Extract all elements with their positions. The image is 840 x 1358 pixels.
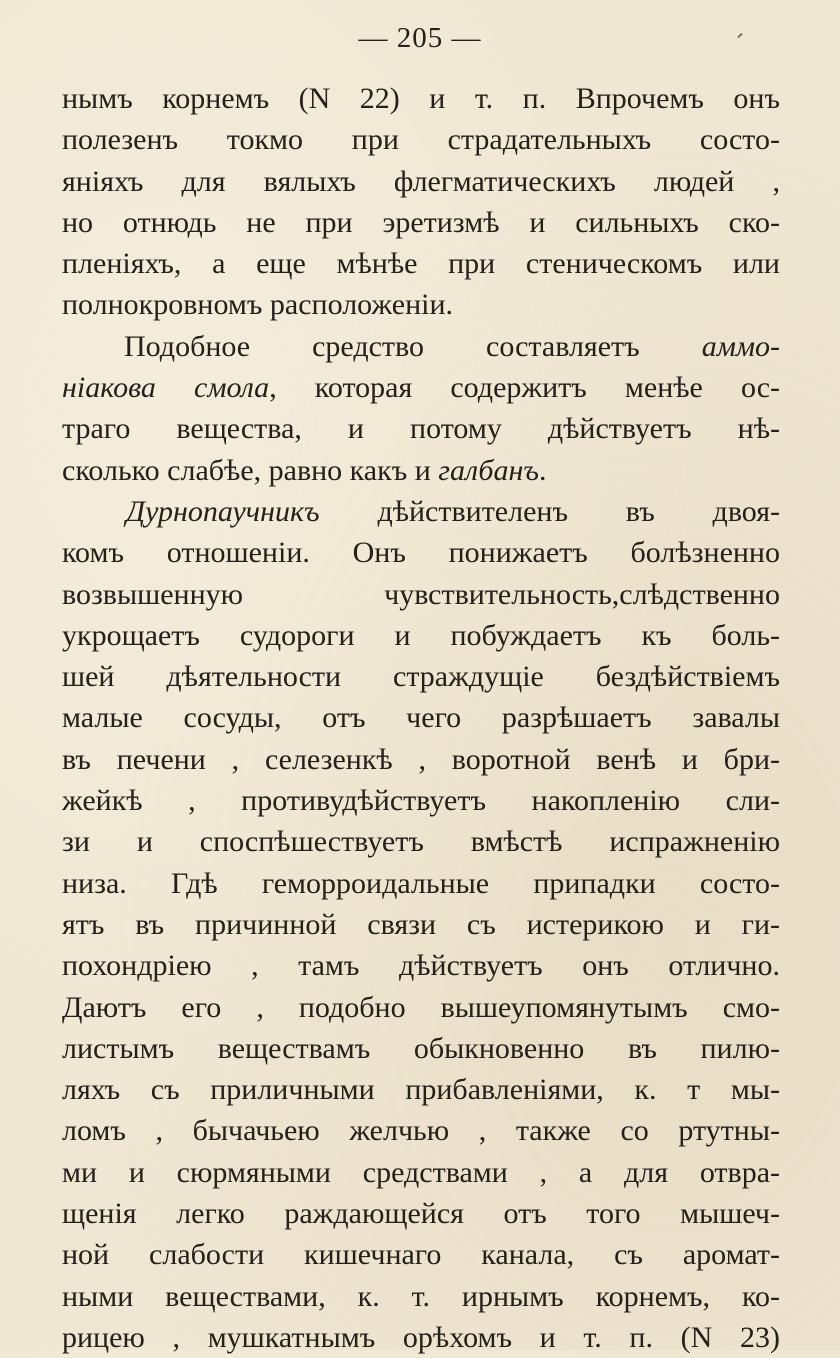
text-line [62,1193,780,1234]
line-text: зи и споспѣшествуетъ вмѣстѣ испражненію [62,825,780,859]
line-text: низа. Гдѣ геморроидальные припадки состо- [62,866,780,900]
line-text: малые сосуды, отъ чего разрѣшаетъ завалы [62,701,780,735]
text-line [62,739,780,780]
text-line [62,119,780,160]
text-line [62,367,780,408]
text-line [62,1234,780,1275]
line-text: ятъ въ причинной связи съ истерикою и ги- [62,907,780,941]
line-text: укрощаетъ судороги и побуждаетъ къ боль- [62,618,780,652]
line-text: ной слабости кишечнаго канала, съ аромат- [62,1238,780,1272]
line-text: шей дѣятельности страждущіе бездѣйствіемъ [62,660,780,694]
line-text: Даютъ его , подобно вышеупомянутымъ смо- [62,990,780,1024]
line-text: въ печени , селезенкѣ , воротной венѣ и бри- [62,742,780,776]
line-text: листымъ веществамъ обыкновенно въ пилю- [62,1031,780,1065]
line-text: но отнюдь не при эретизмѣ и сильныхъ ско- [62,205,780,239]
text-line [62,945,780,986]
text-line [62,450,780,491]
line-text: ломъ , бычачьею желчью , также со ртутны- [62,1114,780,1148]
text-line [62,243,780,284]
line-text: , которая содержитъ менѣе ос- [269,371,780,405]
line-text: возвышенную чувствительность,слѣдственно [62,577,780,611]
line-text: ляхъ съ приличными прибавленіями, к. т мы- [62,1073,780,1107]
text-line [62,1317,780,1358]
text-line [62,574,780,615]
text-line [62,904,780,945]
text-line [62,78,780,119]
italic-term: аммо- [701,329,780,363]
text-line [62,780,780,821]
text-line [62,408,780,449]
margin-mark: ʹ [725,30,745,55]
line-text: полезенъ токмо при страдательныхъ состо- [62,123,780,157]
italic-term: галбанъ [438,453,539,487]
text-line [62,987,780,1028]
line-text: траго вещества, и потому дѣйствуетъ нѣ- [62,412,780,446]
text-line [62,656,780,697]
text-line [62,615,780,656]
line-text: похондріею , тамъ дѣйствуетъ онъ отлично. [62,949,780,983]
line-text: ми и сюрмяными средствами , а для отвра- [62,1155,780,1189]
line-text: сколько слабѣе, равно какъ и [62,453,439,487]
text-line [62,491,780,532]
line-text: дѣйствителенъ въ двоя- [319,494,780,528]
line-text: рицею , мушкатнымъ орѣхомъ и т. п. (N 23) [62,1320,780,1354]
line-text: ными веществами, к. т. ирнымъ корнемъ, ко- [62,1279,780,1313]
line-text: полнокровномъ расположеніи. [62,288,454,322]
text-line [62,326,780,367]
text-line [62,697,780,738]
text-line [62,1110,780,1151]
text-line [62,532,780,573]
page-number: — 205 — [358,22,482,54]
text-line [62,1028,780,1069]
text-line [62,1069,780,1110]
italic-term: Дурнопаучникъ [126,494,320,528]
line-text: Подобное средство составляетъ [124,329,702,363]
text-line [62,863,780,904]
text-line [62,161,780,202]
line-text: яніяхъ для вялыхъ флегматическихъ людей , [62,164,780,198]
text-line [62,1152,780,1193]
line-text: . [538,453,547,487]
line-text: пленіяхъ, а еще мѣнѣе при стеническомъ или [62,247,780,281]
line-text: жейкѣ , противудѣйствуетъ накопленію сли- [62,784,780,818]
text-line [62,821,780,862]
line-text: комъ отношеніи. Онъ понижаетъ болѣзненно [62,536,780,570]
line-text: нымъ корнемъ (N 22) и т. п. Впрочемъ онъ [62,82,780,115]
text-line [62,284,780,325]
line-text: щенія легко раждающейся отъ того мышеч- [62,1197,780,1231]
text-line [62,202,780,243]
text-body [62,78,780,1358]
text-line [62,1276,780,1317]
italic-term: ніакова смола [62,371,270,405]
